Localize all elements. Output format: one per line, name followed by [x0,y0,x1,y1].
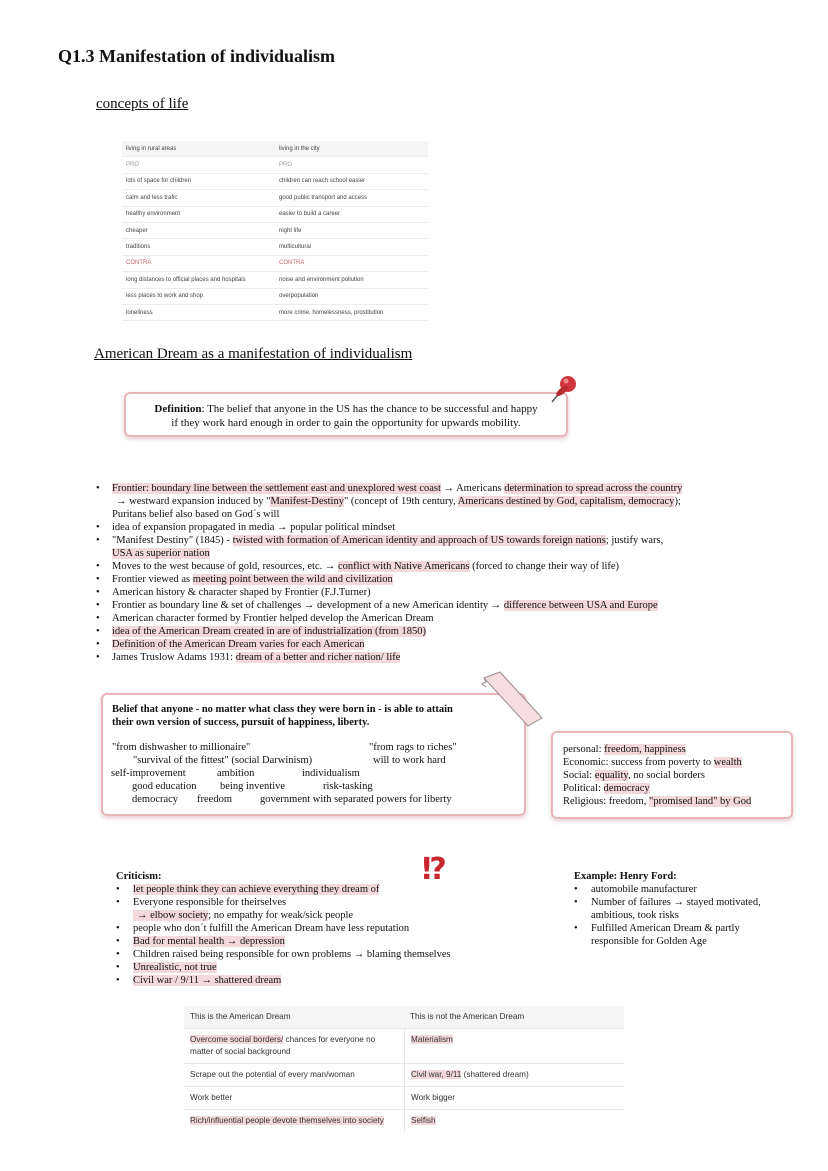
table-cell: long distances to official places and hospitals [126,276,246,283]
table-cell: noise and environment pollution [279,276,364,283]
table-row [122,190,428,206]
list-item: • Frontier: boundary line between the settlement east and unexplored west coast → Americans determination to spread across the country → westward expansion induced by "Manifest-Destiny" (concept of 19th century, Americans destined by God, capitalism, democracy); Puritans belief also based on God´s will [96,482,746,521]
table-cell: less places to work and shop [126,293,204,300]
table-cell: Work bigger [404,1087,624,1109]
table-cell: Scrape out the potential of every man/woman [190,1070,355,1079]
keyword: ambition [217,768,255,779]
list-item: • James Truslow Adams 1931: dream of a better and richer nation/ life [96,651,746,664]
page-title: Q1.3 Manifestation of individualism [58,46,336,66]
table-cell: PRO [126,162,140,169]
definition-box [124,392,568,437]
table-row [122,256,428,272]
list-item: • "Manifest Destiny" (1845) - twisted with formation of American identity and approach of US towards foreign nations; justify wars, USA as superior nation [96,534,746,560]
list-item: • automobile manufacturer [574,883,789,896]
table-row [122,223,428,239]
aspect-social: Social: equality, no social borders [563,770,705,781]
list-item: • people who don´t fulfill the American Dream have less reputation [116,922,536,935]
aspect-religious: Religious: freedom, "promised land" by God [563,796,752,807]
definition-label: Definition [154,403,202,415]
table-row [122,157,428,173]
list-item: • Unrealistic, not true [116,961,536,974]
table-cell: children can reach school easier [279,178,366,185]
belief-heading: Belief that anyone - no matter what class they were born in - is able to attain [112,704,453,715]
table-row [122,207,428,223]
table-cell: more crime, homelessness, prostitution [279,309,384,316]
table-cell: Materialism [404,1029,624,1063]
keyword: being inventive [220,781,286,792]
table-header-cell: living in rural areas [126,145,177,152]
table-cell: good public transport and access [279,194,368,201]
concepts-table [122,141,428,321]
keyword: will to work hard [373,755,446,766]
table-cell: lots of space for children [126,178,192,185]
frontier-bullets [96,482,746,664]
table-cell: loneliness [126,309,153,316]
aspect-political: Political: democracy [563,783,650,794]
keyword: individualism [302,768,360,779]
ford-heading: Example: Henry Ford: [574,871,677,882]
quote-rags: "from rags to riches" [369,742,457,753]
table-cell: multicultural [279,244,312,251]
list-item: • Number of failures → stayed motivated, ambitious, took risks [574,896,789,922]
table-cell: healthy environment [126,211,181,218]
table-cell: Civil war, 9/11 (shattered dream) [404,1064,624,1086]
table-cell: night life [279,227,302,234]
belief-box [101,693,526,816]
keyword: good education [132,781,197,792]
tape-decoration [470,670,546,730]
table-cell: Overcome social borders/ chances for everyone no matter of social background [190,1035,376,1056]
table-row [184,1110,624,1132]
aspect-economic: Economic: success from poverty to wealth [563,757,742,768]
table-header [122,141,428,157]
list-item: • Frontier viewed as meeting point between the wild and civilization [96,573,746,586]
table-cell: Work better [190,1093,233,1102]
list-item: • Civil war / 9/11 → shattered dream [116,974,536,987]
table-row [122,239,428,255]
list-item: • Moves to the west because of gold, resources, etc. → conflict with Native Americans (forced to change their way of life) [96,560,746,573]
list-item: • American character formed by Frontier helped develop the American Dream [96,612,746,625]
keyword: government with separated powers for liberty [260,794,452,805]
keyword: democracy [132,794,179,805]
table-row [184,1064,624,1087]
list-item: • Definition of the American Dream varies for each American [96,638,746,651]
table-row [122,305,428,321]
aspects-box [551,731,793,819]
table-row [122,289,428,305]
keyword: risk-tasking [323,781,373,792]
table-header [184,1006,624,1029]
pushpin-icon [546,372,580,408]
table-cell: calm and less trafic [126,194,178,201]
definition-line1: : The belief that anyone in the US has the chance to be successful and happy [201,403,538,415]
american-dream-heading: American Dream as a manifestation of individualism [94,346,413,362]
exclamation-question-icon: ⁉ [422,852,447,887]
aspect-personal: personal: freedom, happiness [563,744,686,755]
table-row [184,1029,624,1064]
table-row [122,272,428,288]
list-item: • Bad for mental health → depression [116,935,536,948]
list-item: • let people think they can achieve everything they dream of [116,883,536,896]
table-row [122,174,428,190]
table-row [184,1087,624,1110]
table-header-cell: This is not the American Dream [410,1012,525,1021]
table-cell: Rich/influential people devote themselves into society [190,1116,384,1125]
concepts-heading: concepts of life [96,96,189,112]
table-cell: CONTRA [126,260,152,267]
list-item: • Frontier as boundary line & set of challenges → development of a new American identity → difference between USA and Europe [96,599,746,612]
henry-ford-section [574,870,789,948]
quote-survival: "survival of the fittest" (social Darwinism) [133,755,313,766]
criticism-section [116,870,536,987]
list-item: • American history & character shaped by Frontier (F.J.Turner) [96,586,746,599]
table-cell: easier to build a career [279,211,341,218]
table-cell: PRO [279,162,293,169]
table-cell: overpopulation [279,293,319,300]
quote-dishwasher: "from dishwasher to millionaire" [112,742,251,753]
table-header-cell: living in the city [279,145,320,152]
criticism-heading: Criticism: [116,871,162,882]
keyword: self-improvement [111,768,186,779]
list-item: • Fulfilled American Dream & partly responsible for Golden Age [574,922,789,948]
list-item: • Everyone responsible for theirselves → elbow society; no empathy for weak/sick people [116,896,536,922]
list-item: • idea of expansion propagated in media → popular political mindset [96,521,746,534]
keyword: freedom [197,794,232,805]
belief-heading-2: their own version of success, pursuit of happiness, liberty. [112,717,370,728]
list-item: • Children raised being responsible for own problems → blaming themselves [116,948,536,961]
definition-line2: if they work hard enough in order to gain the opportunity for upwards mobility. [171,417,521,429]
table-cell: traditions [126,244,151,251]
table-header-cell: This is the American Dream [190,1012,291,1021]
table-cell: CONTRA [279,260,305,267]
dream-comparison-table [184,1006,624,1132]
list-item: • idea of the American Dream created in are of industrialization (from 1850) [96,625,746,638]
table-cell: cheaper [126,227,148,234]
table-cell: Selfish [404,1110,624,1132]
